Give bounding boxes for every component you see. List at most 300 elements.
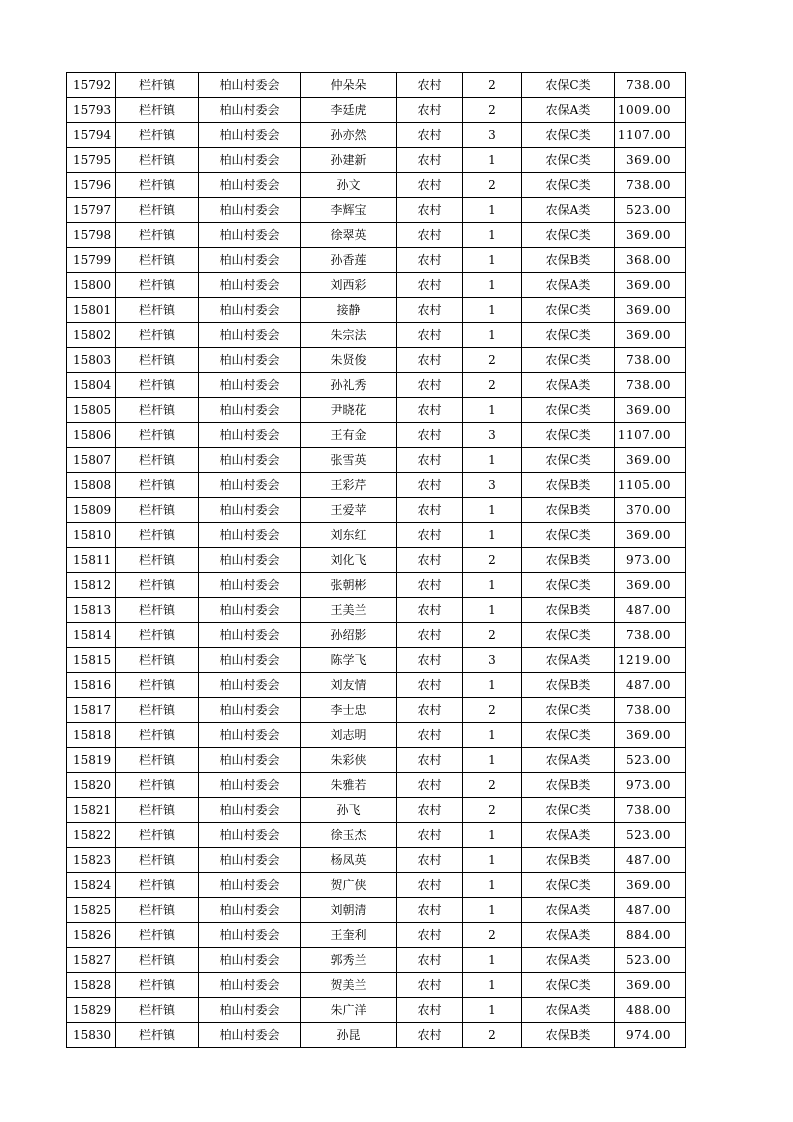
insurance-category-cell: 农保A类 — [522, 823, 615, 848]
person-name-cell: 刘化飞 — [301, 548, 397, 573]
insurance-category-cell: 农保C类 — [522, 423, 615, 448]
area-type-cell: 农村 — [397, 398, 463, 423]
insurance-category-cell: 农保C类 — [522, 398, 615, 423]
area-type-cell: 农村 — [397, 448, 463, 473]
table-row — [67, 848, 686, 873]
area-type-cell: 农村 — [397, 373, 463, 398]
record-id-cell: 15821 — [67, 798, 116, 823]
person-name-cell: 朱彩侠 — [301, 748, 397, 773]
record-id-cell: 15808 — [67, 473, 116, 498]
table-row — [67, 873, 686, 898]
insurance-category-cell: 农保C类 — [522, 148, 615, 173]
village-committee-cell: 柏山村委会 — [199, 973, 301, 998]
insurance-category-cell: 农保A类 — [522, 648, 615, 673]
record-id-cell: 15817 — [67, 698, 116, 723]
household-count-cell: 1 — [463, 198, 522, 223]
amount-cell: 738.00 — [615, 798, 686, 823]
person-name-cell: 刘朝清 — [301, 898, 397, 923]
household-count-cell: 1 — [463, 398, 522, 423]
record-id-cell: 15830 — [67, 1023, 116, 1048]
town-cell: 栏杆镇 — [116, 598, 199, 623]
household-count-cell: 2 — [463, 773, 522, 798]
village-committee-cell: 柏山村委会 — [199, 398, 301, 423]
area-type-cell: 农村 — [397, 898, 463, 923]
record-id-cell: 15806 — [67, 423, 116, 448]
amount-cell: 369.00 — [615, 398, 686, 423]
town-cell: 栏杆镇 — [116, 248, 199, 273]
person-name-cell: 刘志明 — [301, 723, 397, 748]
person-name-cell: 王爱苹 — [301, 498, 397, 523]
area-type-cell: 农村 — [397, 73, 463, 98]
person-name-cell: 接静 — [301, 298, 397, 323]
table-row — [67, 173, 686, 198]
amount-cell: 368.00 — [615, 248, 686, 273]
area-type-cell: 农村 — [397, 1023, 463, 1048]
amount-cell: 1219.00 — [615, 648, 686, 673]
town-cell: 栏杆镇 — [116, 698, 199, 723]
household-count-cell: 2 — [463, 923, 522, 948]
insurance-category-cell: 农保C类 — [522, 173, 615, 198]
village-committee-cell: 柏山村委会 — [199, 648, 301, 673]
household-count-cell: 1 — [463, 848, 522, 873]
village-committee-cell: 柏山村委会 — [199, 123, 301, 148]
area-type-cell: 农村 — [397, 748, 463, 773]
village-committee-cell: 柏山村委会 — [199, 523, 301, 548]
village-committee-cell: 柏山村委会 — [199, 423, 301, 448]
record-id-cell: 15793 — [67, 98, 116, 123]
insurance-category-cell: 农保C类 — [522, 723, 615, 748]
town-cell: 栏杆镇 — [116, 98, 199, 123]
record-id-cell: 15801 — [67, 298, 116, 323]
area-type-cell: 农村 — [397, 998, 463, 1023]
record-id-cell: 15810 — [67, 523, 116, 548]
table-row — [67, 823, 686, 848]
village-committee-cell: 柏山村委会 — [199, 698, 301, 723]
amount-cell: 738.00 — [615, 348, 686, 373]
person-name-cell: 仲朵朵 — [301, 73, 397, 98]
person-name-cell: 贺广侠 — [301, 873, 397, 898]
table-row — [67, 348, 686, 373]
amount-cell: 523.00 — [615, 823, 686, 848]
household-count-cell: 3 — [463, 123, 522, 148]
household-count-cell: 3 — [463, 648, 522, 673]
record-id-cell: 15828 — [67, 973, 116, 998]
record-id-cell: 15823 — [67, 848, 116, 873]
person-name-cell: 李士忠 — [301, 698, 397, 723]
record-id-cell: 15796 — [67, 173, 116, 198]
area-type-cell: 农村 — [397, 98, 463, 123]
area-type-cell: 农村 — [397, 223, 463, 248]
town-cell: 栏杆镇 — [116, 223, 199, 248]
person-name-cell: 孙亦然 — [301, 123, 397, 148]
table-row — [67, 923, 686, 948]
village-committee-cell: 柏山村委会 — [199, 773, 301, 798]
table-row — [67, 323, 686, 348]
town-cell: 栏杆镇 — [116, 548, 199, 573]
person-name-cell: 王彩芹 — [301, 473, 397, 498]
table-row — [67, 548, 686, 573]
household-count-cell: 1 — [463, 598, 522, 623]
household-count-cell: 1 — [463, 273, 522, 298]
village-committee-cell: 柏山村委会 — [199, 348, 301, 373]
area-type-cell: 农村 — [397, 498, 463, 523]
amount-cell: 369.00 — [615, 223, 686, 248]
town-cell: 栏杆镇 — [116, 523, 199, 548]
person-name-cell: 孙绍影 — [301, 623, 397, 648]
amount-cell: 523.00 — [615, 198, 686, 223]
town-cell: 栏杆镇 — [116, 373, 199, 398]
records-table — [66, 72, 686, 1048]
insurance-category-cell: 农保C类 — [522, 123, 615, 148]
village-committee-cell: 柏山村委会 — [199, 248, 301, 273]
record-id-cell: 15819 — [67, 748, 116, 773]
insurance-category-cell: 农保A类 — [522, 373, 615, 398]
person-name-cell: 刘友情 — [301, 673, 397, 698]
record-id-cell: 15813 — [67, 598, 116, 623]
person-name-cell: 贺美兰 — [301, 973, 397, 998]
town-cell: 栏杆镇 — [116, 273, 199, 298]
amount-cell: 973.00 — [615, 773, 686, 798]
record-id-cell: 15798 — [67, 223, 116, 248]
area-type-cell: 农村 — [397, 423, 463, 448]
record-id-cell: 15818 — [67, 723, 116, 748]
town-cell: 栏杆镇 — [116, 898, 199, 923]
household-count-cell: 1 — [463, 723, 522, 748]
village-committee-cell: 柏山村委会 — [199, 173, 301, 198]
person-name-cell: 陈学飞 — [301, 648, 397, 673]
insurance-category-cell: 农保C类 — [522, 873, 615, 898]
village-committee-cell: 柏山村委会 — [199, 498, 301, 523]
amount-cell: 1009.00 — [615, 98, 686, 123]
insurance-category-cell: 农保A类 — [522, 998, 615, 1023]
table-row — [67, 998, 686, 1023]
insurance-category-cell: 农保A类 — [522, 748, 615, 773]
amount-cell: 738.00 — [615, 623, 686, 648]
town-cell: 栏杆镇 — [116, 173, 199, 198]
household-count-cell: 1 — [463, 873, 522, 898]
person-name-cell: 刘西彩 — [301, 273, 397, 298]
town-cell: 栏杆镇 — [116, 623, 199, 648]
village-committee-cell: 柏山村委会 — [199, 298, 301, 323]
village-committee-cell: 柏山村委会 — [199, 323, 301, 348]
record-id-cell: 15802 — [67, 323, 116, 348]
amount-cell: 369.00 — [615, 873, 686, 898]
household-count-cell: 1 — [463, 448, 522, 473]
insurance-category-cell: 农保C类 — [522, 298, 615, 323]
table-row — [67, 673, 686, 698]
area-type-cell: 农村 — [397, 973, 463, 998]
amount-cell: 738.00 — [615, 373, 686, 398]
town-cell: 栏杆镇 — [116, 448, 199, 473]
town-cell: 栏杆镇 — [116, 498, 199, 523]
table-row — [67, 723, 686, 748]
area-type-cell: 农村 — [397, 598, 463, 623]
table-row — [67, 398, 686, 423]
area-type-cell: 农村 — [397, 648, 463, 673]
record-id-cell: 15792 — [67, 73, 116, 98]
record-id-cell: 15812 — [67, 573, 116, 598]
area-type-cell: 农村 — [397, 173, 463, 198]
amount-cell: 884.00 — [615, 923, 686, 948]
area-type-cell: 农村 — [397, 773, 463, 798]
insurance-category-cell: 农保B类 — [522, 1023, 615, 1048]
table-row — [67, 423, 686, 448]
insurance-category-cell: 农保B类 — [522, 498, 615, 523]
insurance-category-cell: 农保A类 — [522, 273, 615, 298]
area-type-cell: 农村 — [397, 948, 463, 973]
table-row — [67, 198, 686, 223]
amount-cell: 1107.00 — [615, 123, 686, 148]
area-type-cell: 农村 — [397, 848, 463, 873]
town-cell: 栏杆镇 — [116, 323, 199, 348]
table-row — [67, 698, 686, 723]
amount-cell: 738.00 — [615, 73, 686, 98]
town-cell: 栏杆镇 — [116, 673, 199, 698]
area-type-cell: 农村 — [397, 673, 463, 698]
insurance-category-cell: 农保A类 — [522, 923, 615, 948]
person-name-cell: 朱宗法 — [301, 323, 397, 348]
household-count-cell: 2 — [463, 173, 522, 198]
insurance-category-cell: 农保C类 — [522, 348, 615, 373]
village-committee-cell: 柏山村委会 — [199, 723, 301, 748]
town-cell: 栏杆镇 — [116, 998, 199, 1023]
record-id-cell: 15803 — [67, 348, 116, 373]
household-count-cell: 1 — [463, 673, 522, 698]
village-committee-cell: 柏山村委会 — [199, 73, 301, 98]
insurance-category-cell: 农保C类 — [522, 523, 615, 548]
household-count-cell: 1 — [463, 298, 522, 323]
household-count-cell: 1 — [463, 973, 522, 998]
town-cell: 栏杆镇 — [116, 648, 199, 673]
record-id-cell: 15814 — [67, 623, 116, 648]
amount-cell: 369.00 — [615, 448, 686, 473]
amount-cell: 370.00 — [615, 498, 686, 523]
village-committee-cell: 柏山村委会 — [199, 998, 301, 1023]
table-row — [67, 148, 686, 173]
table-row — [67, 373, 686, 398]
village-committee-cell: 柏山村委会 — [199, 473, 301, 498]
village-committee-cell: 柏山村委会 — [199, 673, 301, 698]
town-cell: 栏杆镇 — [116, 298, 199, 323]
area-type-cell: 农村 — [397, 798, 463, 823]
area-type-cell: 农村 — [397, 248, 463, 273]
record-id-cell: 15809 — [67, 498, 116, 523]
insurance-category-cell: 农保B类 — [522, 248, 615, 273]
person-name-cell: 孙昆 — [301, 1023, 397, 1048]
amount-cell: 738.00 — [615, 173, 686, 198]
amount-cell: 973.00 — [615, 548, 686, 573]
record-id-cell: 15794 — [67, 123, 116, 148]
amount-cell: 487.00 — [615, 673, 686, 698]
household-count-cell: 2 — [463, 373, 522, 398]
record-id-cell: 15827 — [67, 948, 116, 973]
village-committee-cell: 柏山村委会 — [199, 548, 301, 573]
person-name-cell: 孙香莲 — [301, 248, 397, 273]
person-name-cell: 孙文 — [301, 173, 397, 198]
area-type-cell: 农村 — [397, 723, 463, 748]
table-row — [67, 1023, 686, 1048]
person-name-cell: 徐玉杰 — [301, 823, 397, 848]
amount-cell: 369.00 — [615, 273, 686, 298]
village-committee-cell: 柏山村委会 — [199, 373, 301, 398]
town-cell: 栏杆镇 — [116, 398, 199, 423]
record-id-cell: 15822 — [67, 823, 116, 848]
record-id-cell: 15820 — [67, 773, 116, 798]
area-type-cell: 农村 — [397, 523, 463, 548]
village-committee-cell: 柏山村委会 — [199, 898, 301, 923]
area-type-cell: 农村 — [397, 923, 463, 948]
household-count-cell: 2 — [463, 548, 522, 573]
record-id-cell: 15797 — [67, 198, 116, 223]
amount-cell: 488.00 — [615, 998, 686, 1023]
village-committee-cell: 柏山村委会 — [199, 148, 301, 173]
person-name-cell: 刘东红 — [301, 523, 397, 548]
table-row — [67, 123, 686, 148]
person-name-cell: 郭秀兰 — [301, 948, 397, 973]
area-type-cell: 农村 — [397, 273, 463, 298]
village-committee-cell: 柏山村委会 — [199, 748, 301, 773]
village-committee-cell: 柏山村委会 — [199, 223, 301, 248]
village-committee-cell: 柏山村委会 — [199, 948, 301, 973]
village-committee-cell: 柏山村委会 — [199, 598, 301, 623]
household-count-cell: 1 — [463, 948, 522, 973]
records-table-body — [67, 73, 686, 1048]
household-count-cell: 2 — [463, 623, 522, 648]
town-cell: 栏杆镇 — [116, 748, 199, 773]
amount-cell: 1105.00 — [615, 473, 686, 498]
amount-cell: 369.00 — [615, 323, 686, 348]
insurance-category-cell: 农保C类 — [522, 973, 615, 998]
village-committee-cell: 柏山村委会 — [199, 573, 301, 598]
village-committee-cell: 柏山村委会 — [199, 198, 301, 223]
person-name-cell: 张朝彬 — [301, 573, 397, 598]
insurance-category-cell: 农保B类 — [522, 598, 615, 623]
amount-cell: 369.00 — [615, 723, 686, 748]
table-row — [67, 648, 686, 673]
household-count-cell: 1 — [463, 248, 522, 273]
person-name-cell: 孙建新 — [301, 148, 397, 173]
amount-cell: 369.00 — [615, 973, 686, 998]
amount-cell: 487.00 — [615, 898, 686, 923]
record-id-cell: 15826 — [67, 923, 116, 948]
person-name-cell: 王有金 — [301, 423, 397, 448]
record-id-cell: 15799 — [67, 248, 116, 273]
area-type-cell: 农村 — [397, 348, 463, 373]
record-id-cell: 15811 — [67, 548, 116, 573]
household-count-cell: 1 — [463, 498, 522, 523]
town-cell: 栏杆镇 — [116, 573, 199, 598]
table-row — [67, 898, 686, 923]
table-row — [67, 798, 686, 823]
household-count-cell: 1 — [463, 748, 522, 773]
town-cell: 栏杆镇 — [116, 473, 199, 498]
village-committee-cell: 柏山村委会 — [199, 98, 301, 123]
table-row — [67, 973, 686, 998]
table-row — [67, 448, 686, 473]
town-cell: 栏杆镇 — [116, 873, 199, 898]
person-name-cell: 王美兰 — [301, 598, 397, 623]
town-cell: 栏杆镇 — [116, 148, 199, 173]
table-row — [67, 773, 686, 798]
table-row — [67, 73, 686, 98]
record-id-cell: 15795 — [67, 148, 116, 173]
town-cell: 栏杆镇 — [116, 823, 199, 848]
village-committee-cell: 柏山村委会 — [199, 798, 301, 823]
person-name-cell: 徐翠英 — [301, 223, 397, 248]
insurance-category-cell: 农保B类 — [522, 548, 615, 573]
person-name-cell: 尹晓花 — [301, 398, 397, 423]
amount-cell: 1107.00 — [615, 423, 686, 448]
household-count-cell: 3 — [463, 423, 522, 448]
area-type-cell: 农村 — [397, 573, 463, 598]
insurance-category-cell: 农保A类 — [522, 898, 615, 923]
area-type-cell: 农村 — [397, 323, 463, 348]
record-id-cell: 15829 — [67, 998, 116, 1023]
village-committee-cell: 柏山村委会 — [199, 823, 301, 848]
area-type-cell: 农村 — [397, 473, 463, 498]
amount-cell: 369.00 — [615, 298, 686, 323]
person-name-cell: 张雪英 — [301, 448, 397, 473]
table-row — [67, 573, 686, 598]
person-name-cell: 朱广洋 — [301, 998, 397, 1023]
record-id-cell: 15825 — [67, 898, 116, 923]
insurance-category-cell: 农保B类 — [522, 848, 615, 873]
insurance-category-cell: 农保C类 — [522, 73, 615, 98]
insurance-category-cell: 农保C类 — [522, 223, 615, 248]
household-count-cell: 1 — [463, 898, 522, 923]
household-count-cell: 1 — [463, 523, 522, 548]
table-row — [67, 273, 686, 298]
table-row — [67, 473, 686, 498]
amount-cell: 738.00 — [615, 698, 686, 723]
table-row — [67, 623, 686, 648]
town-cell: 栏杆镇 — [116, 73, 199, 98]
area-type-cell: 农村 — [397, 873, 463, 898]
insurance-category-cell: 农保C类 — [522, 798, 615, 823]
household-count-cell: 1 — [463, 148, 522, 173]
table-row — [67, 223, 686, 248]
village-committee-cell: 柏山村委会 — [199, 1023, 301, 1048]
insurance-category-cell: 农保A类 — [522, 98, 615, 123]
village-committee-cell: 柏山村委会 — [199, 873, 301, 898]
person-name-cell: 孙礼秀 — [301, 373, 397, 398]
insurance-category-cell: 农保C类 — [522, 323, 615, 348]
table-row — [67, 948, 686, 973]
amount-cell: 487.00 — [615, 598, 686, 623]
insurance-category-cell: 农保C类 — [522, 698, 615, 723]
household-count-cell: 1 — [463, 573, 522, 598]
area-type-cell: 农村 — [397, 123, 463, 148]
town-cell: 栏杆镇 — [116, 848, 199, 873]
record-id-cell: 15800 — [67, 273, 116, 298]
amount-cell: 974.00 — [615, 1023, 686, 1048]
table-row — [67, 498, 686, 523]
record-id-cell: 15805 — [67, 398, 116, 423]
area-type-cell: 农村 — [397, 548, 463, 573]
record-id-cell: 15816 — [67, 673, 116, 698]
amount-cell: 369.00 — [615, 573, 686, 598]
amount-cell: 523.00 — [615, 748, 686, 773]
town-cell: 栏杆镇 — [116, 798, 199, 823]
table-row — [67, 598, 686, 623]
household-count-cell: 2 — [463, 73, 522, 98]
area-type-cell: 农村 — [397, 698, 463, 723]
village-committee-cell: 柏山村委会 — [199, 448, 301, 473]
amount-cell: 369.00 — [615, 148, 686, 173]
person-name-cell: 李辉宝 — [301, 198, 397, 223]
insurance-category-cell: 农保B类 — [522, 673, 615, 698]
person-name-cell: 杨凤英 — [301, 848, 397, 873]
